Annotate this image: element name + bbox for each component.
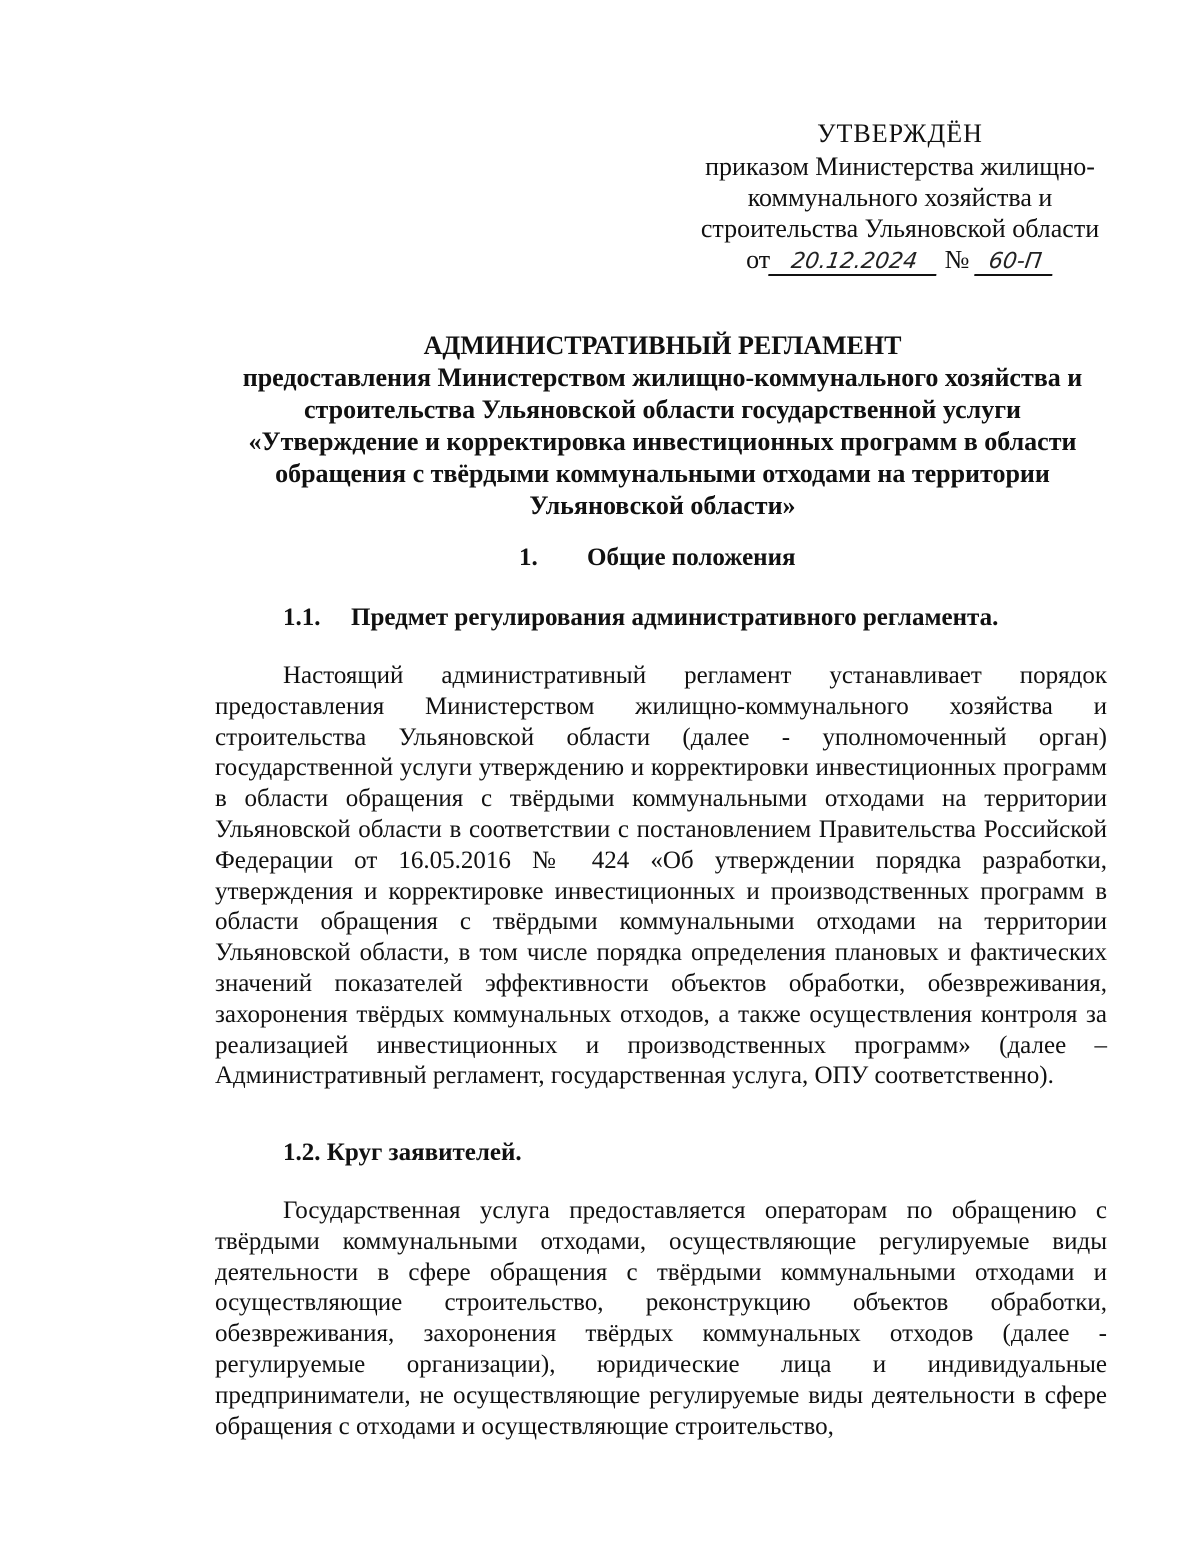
section-1-number: 1. <box>519 544 538 571</box>
document-title-line-4: обращения с твёрдыми коммунальными отходами на территории <box>275 459 1050 488</box>
approval-line-1: приказом Министерства жилищно- <box>705 152 1095 181</box>
section-1-1-title: Предмет регулирования административного регламента. <box>351 604 999 631</box>
document-title-line-1: предоставления Министерством жилищно-коммунального хозяйства и <box>242 363 1083 392</box>
document-title-line-2: строительства Ульяновской области государственной услуги <box>304 395 1021 424</box>
section-1-heading <box>519 543 796 573</box>
handwritten-number: 60-П <box>974 250 1056 276</box>
document-title-line-5: Ульяновской области» <box>529 491 796 520</box>
number-sign: № <box>944 245 970 274</box>
approval-line-3: строительства Ульяновской области <box>700 214 1100 243</box>
approval-date-line <box>690 244 1110 276</box>
section-1-2-heading: 1.2. Круг заявителей. <box>283 1139 522 1166</box>
approval-title: УТВЕРЖДЁН <box>817 119 983 148</box>
section-1-1-paragraph: Настоящий административный регламент устанавливает порядок предоставления Министерством жилищно-коммунального хозяйства и строительства Ульяновской области (далее - уполномоченный орган) государственной услуги утверждению и корректировки инвестиционных программ в области обращения с твёрдыми коммунальными отходами на территории Ульяновской области в соответствии с постановлением Правительства Российской Федерации от 16.05.2016 № 424 «Об утверждении порядка разработки, утверждения и корректировке инвестиционных и производственных программ в области обращения с твёрдыми коммунальными отходами на территории Ульяновской области, в том числе порядка определения плановых и фактических значений показателей эффективности объектов обработки, обезвреживания, захоронения твёрдых коммунальных отходов, а также осуществления контроля за реализацией инвестиционных и производственных программ» (далее – Административный регламент, государственная услуга, ОПУ соответственно). <box>215 662 1107 1090</box>
document-title-line-3: «Утверждение и корректировка инвестиционных программ в области <box>248 427 1077 456</box>
section-1-1-number: 1.1. <box>283 604 321 631</box>
approval-line-2: коммунального хозяйства и <box>747 183 1053 212</box>
document-title-main: АДМИНИСТРАТИВНЫЙ РЕГЛАМЕНТ <box>423 331 902 360</box>
document-title <box>215 330 1110 522</box>
approval-stamp <box>690 118 1110 276</box>
section-1-2-paragraph: Государственная услуга предоставляется операторам по обращению с твёрдыми коммунальными отходами, осуществляющие регулируемые виды деятельности в сфере обращения с твёрдыми коммунальными отходами и осуществляющие строительство, реконструкцию объектов обработки, обезвреживания, захоронения твёрдых коммунальных отходов (далее - регулируемые организации), юридические лица и индивидуальные предприниматели, не осуществляющие регулируемые виды деятельности в сфере обращения с отходами и осуществляющие строительство, <box>215 1197 1107 1440</box>
section-1-1-heading <box>283 603 998 633</box>
section-1-title: Общие положения <box>587 544 796 571</box>
handwritten-date: 20.12.2024 <box>768 250 940 276</box>
date-prefix: от <box>746 245 771 274</box>
